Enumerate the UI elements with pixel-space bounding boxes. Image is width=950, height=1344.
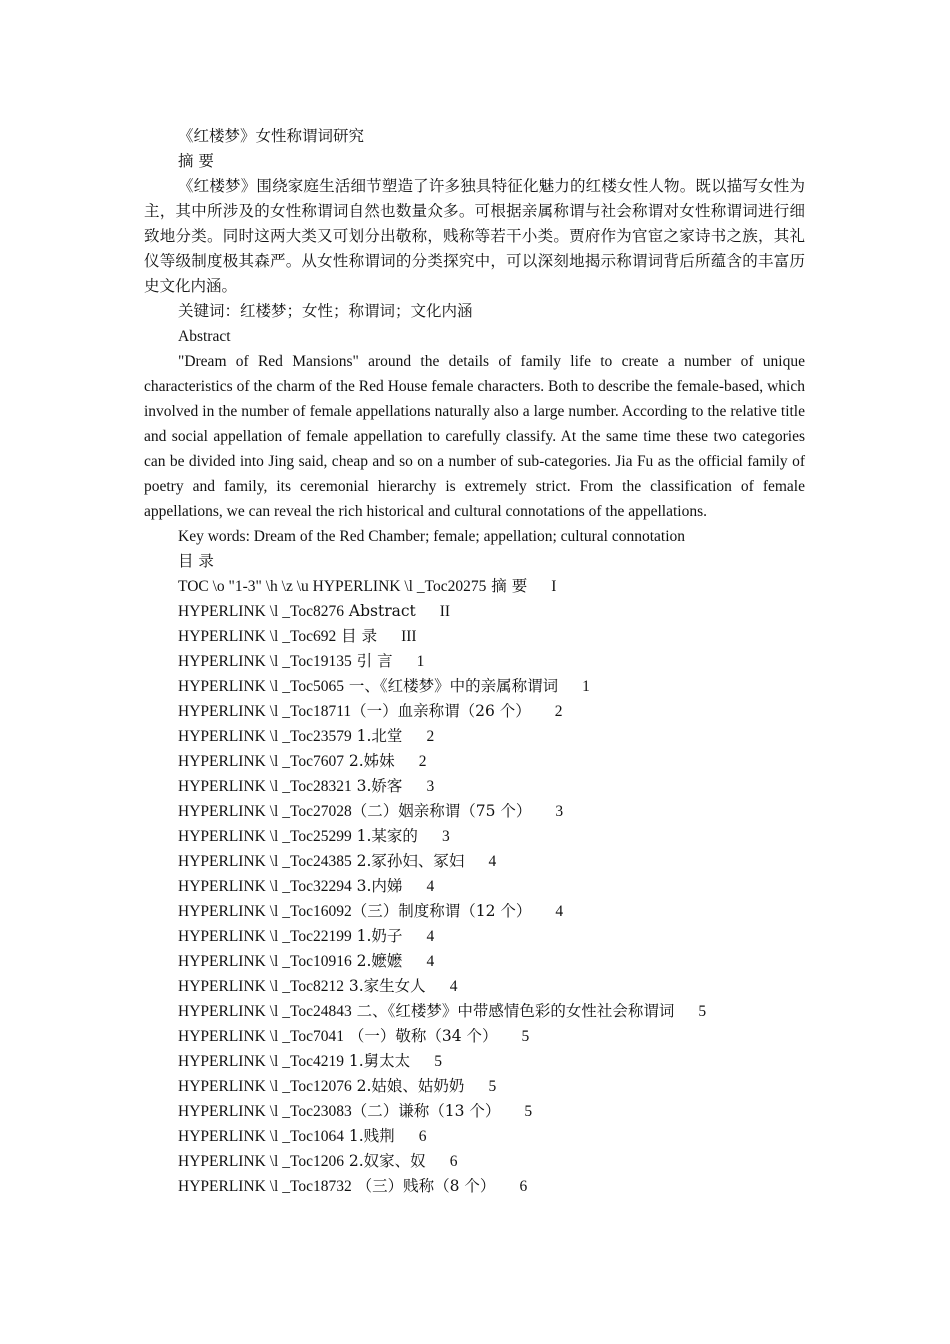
toc-field-code: HYPERLINK \l _Toc32294 [178, 878, 352, 895]
toc-entry-label: 2.嬷嬷 [351, 952, 403, 970]
toc-page-number: 2 [418, 753, 427, 770]
toc-entry[interactable] [144, 699, 805, 724]
toc-page-number: 1 [582, 678, 590, 695]
keywords-cn: 关键词：红楼梦；女性；称谓词；文化内涵 [178, 302, 473, 320]
toc-page-number: 2 [426, 728, 435, 745]
toc-entry[interactable] [144, 1174, 805, 1199]
toc-entry[interactable] [144, 949, 805, 974]
abstract-heading: 摘 要 [178, 152, 214, 170]
toc-page-number: 5 [521, 1028, 530, 1045]
toc-field-code: HYPERLINK \l _Toc23579 [178, 728, 352, 745]
toc-entry-label: 2.姑娘、姑奶奶 [351, 1077, 465, 1095]
toc-entry-label: 摘 要 [486, 577, 528, 595]
toc-entry-label: 二、《红楼梦》中带感情色彩的女性社会称谓词 [351, 1002, 675, 1020]
toc-entry-label: 1.贱荆 [343, 1127, 395, 1145]
toc-entry[interactable] [144, 674, 805, 699]
toc-field-code: HYPERLINK \l _Toc8212 [178, 978, 344, 995]
toc-entry-label: （三）制度称谓（12 个） [351, 902, 532, 920]
toc-page-number: 5 [524, 1103, 533, 1120]
toc-page-number: 3 [426, 778, 435, 795]
toc-entry[interactable] [144, 774, 805, 799]
toc-entry-label: 一、《红楼梦》中的亲属称谓词 [343, 677, 559, 695]
toc-page-number: 6 [449, 1153, 458, 1170]
toc-entry[interactable] [144, 624, 805, 649]
abstract-en-text: "Dream of Red Mansions" around the details of family life to create a number of unique characteristics of the charm of the Red House female characters. Both to describe the female-based, which involved in the number of female appellations naturally also a large number. According to the relative title and social appellation of female appellation to carefully classify. At the same time these two categories can be divided into Jing said, cheap and so on a number of sub-categories. Jia Fu as the official family of poetry and family, its ceremonial hierarchy is extremely strict. From the classification of female appellations, we can reveal the rich historical and cultural connotations of the appellations. [144, 353, 805, 520]
toc-page-number: 4 [555, 903, 564, 920]
toc-entry[interactable] [144, 749, 805, 774]
toc-field-code: HYPERLINK \l _Toc24385 [178, 853, 352, 870]
toc-field-code: HYPERLINK \l _Toc22199 [178, 928, 352, 945]
toc-page-number: 5 [698, 1003, 707, 1020]
toc-page-number: 4 [426, 953, 435, 970]
toc-field-code: HYPERLINK \l _Toc25299 [178, 828, 352, 845]
toc-field-code: HYPERLINK \l _Toc5065 [178, 678, 344, 695]
toc-page-number: III [401, 628, 417, 645]
keywords-en: Key words: Dream of the Red Chamber; female; appellation; cultural connotation [178, 528, 686, 545]
toc-entry-label: 引 言 [351, 652, 393, 670]
toc-field-code: HYPERLINK \l _Toc8276 [178, 603, 344, 620]
toc-entry-label: 目 录 [336, 627, 378, 645]
toc-entry-label: 2.奴家、奴 [343, 1152, 426, 1170]
toc-page-number: 4 [449, 978, 458, 995]
toc-field-code: HYPERLINK \l _Toc18732 [178, 1178, 352, 1195]
toc-field-code: HYPERLINK \l _Toc4219 [178, 1053, 344, 1070]
toc-page-number: II [439, 603, 451, 620]
toc-entry-label: Abstract [343, 602, 416, 620]
toc-field-code: HYPERLINK \l _Toc7041 [178, 1028, 344, 1045]
toc-entry-label: （一）敬称（34 个） [343, 1027, 498, 1045]
table-of-contents [144, 574, 805, 1199]
toc-entry-label: 1.舅太太 [343, 1052, 411, 1070]
toc-field-code: HYPERLINK \l _Toc10916 [178, 953, 352, 970]
toc-page-number: 5 [434, 1053, 442, 1070]
toc-entry[interactable] [144, 899, 805, 924]
toc-field-code: HYPERLINK \l _Toc692 [178, 628, 337, 645]
toc-field-code: HYPERLINK \l _Toc1064 [178, 1128, 344, 1145]
toc-entry-label: 2.姊妹 [343, 752, 395, 770]
toc-entry-label: 2.冢孙妇、冢妇 [351, 852, 465, 870]
toc-entry[interactable] [144, 824, 805, 849]
toc-entry[interactable] [144, 974, 805, 999]
toc-entry[interactable] [144, 874, 805, 899]
toc-entry[interactable] [144, 649, 805, 674]
toc-page-number: I [551, 578, 557, 595]
toc-entry[interactable] [144, 1049, 805, 1074]
toc-entry-label: 1.某家的 [351, 827, 418, 845]
toc-page-number: 6 [418, 1128, 427, 1145]
toc-heading: 目 录 [178, 552, 214, 570]
toc-entry[interactable] [144, 999, 805, 1024]
toc-entry[interactable] [144, 1149, 805, 1174]
toc-field-code: HYPERLINK \l _Toc12076 [178, 1078, 352, 1095]
toc-page-number: 4 [426, 878, 435, 895]
toc-field-code: TOC \o "1-3" \h \z \u HYPERLINK \l _Toc20275 [178, 578, 487, 595]
toc-field-code: HYPERLINK \l _Toc7607 [178, 753, 344, 770]
toc-page-number: 4 [426, 928, 435, 945]
toc-field-code: HYPERLINK \l _Toc1206 [178, 1153, 344, 1170]
toc-entry-label: （二）姻亲称谓（75 个） [351, 802, 532, 820]
toc-field-code: HYPERLINK \l _Toc23083 [178, 1103, 352, 1120]
document-title: 《红楼梦》女性称谓词研究 [178, 127, 365, 145]
toc-entry[interactable] [144, 574, 805, 599]
toc-entry[interactable] [144, 924, 805, 949]
toc-page-number: 4 [488, 853, 497, 870]
toc-entry-label: （三）贱称（8 个） [351, 1177, 496, 1195]
toc-entry[interactable] [144, 599, 805, 624]
toc-entry-label: 1.奶子 [351, 927, 403, 945]
toc-page-number: 6 [519, 1178, 528, 1195]
toc-entry[interactable] [144, 1024, 805, 1049]
toc-entry-label: 1.北堂 [351, 727, 403, 745]
toc-field-code: HYPERLINK \l _Toc28321 [178, 778, 352, 795]
toc-field-code: HYPERLINK \l _Toc27028 [178, 803, 352, 820]
toc-entry-label: 3.家生女人 [343, 977, 426, 995]
toc-entry[interactable] [144, 799, 805, 824]
document-page [144, 124, 805, 1199]
toc-entry-label: 3.娇客 [351, 777, 403, 795]
toc-entry[interactable] [144, 1124, 805, 1149]
toc-field-code: HYPERLINK \l _Toc19135 [178, 653, 352, 670]
toc-page-number: 2 [554, 703, 563, 720]
toc-field-code: HYPERLINK \l _Toc24843 [178, 1003, 352, 1020]
toc-page-number: 3 [441, 828, 450, 845]
toc-field-code: HYPERLINK \l _Toc18711 [178, 703, 352, 720]
toc-entry-label: 3.内娣 [351, 877, 403, 895]
toc-page-number: 5 [488, 1078, 497, 1095]
abstract-en-heading: Abstract [178, 328, 231, 345]
toc-field-code: HYPERLINK \l _Toc16092 [178, 903, 352, 920]
abstract-text: 《红楼梦》围绕家庭生活细节塑造了许多独具特征化魅力的红楼女性人物。既以描写女性为主，其中所涉及的女性称谓词自然也数量众多。可根据亲属称谓与社会称谓对女性称谓词进行细致地分类。同时这两大类又可划分出敬称，贱称等若干小类。贾府作为官宦之家诗书之族，其礼仪等级制度极其森严。从女性称谓词的分类探究中，可以深刻地揭示称谓词背后所蕴含的丰富历史文化内涵。 [144, 177, 805, 295]
toc-page-number: 1 [416, 653, 425, 670]
toc-entry[interactable] [144, 724, 805, 749]
toc-entry[interactable] [144, 1074, 805, 1099]
toc-entry-label: （二）谦称（13 个） [351, 1102, 501, 1120]
toc-entry[interactable] [144, 849, 805, 874]
toc-entry-label: （一）血亲称谓（26 个） [351, 702, 531, 720]
toc-page-number: 3 [555, 803, 564, 820]
toc-entry[interactable] [144, 1099, 805, 1124]
